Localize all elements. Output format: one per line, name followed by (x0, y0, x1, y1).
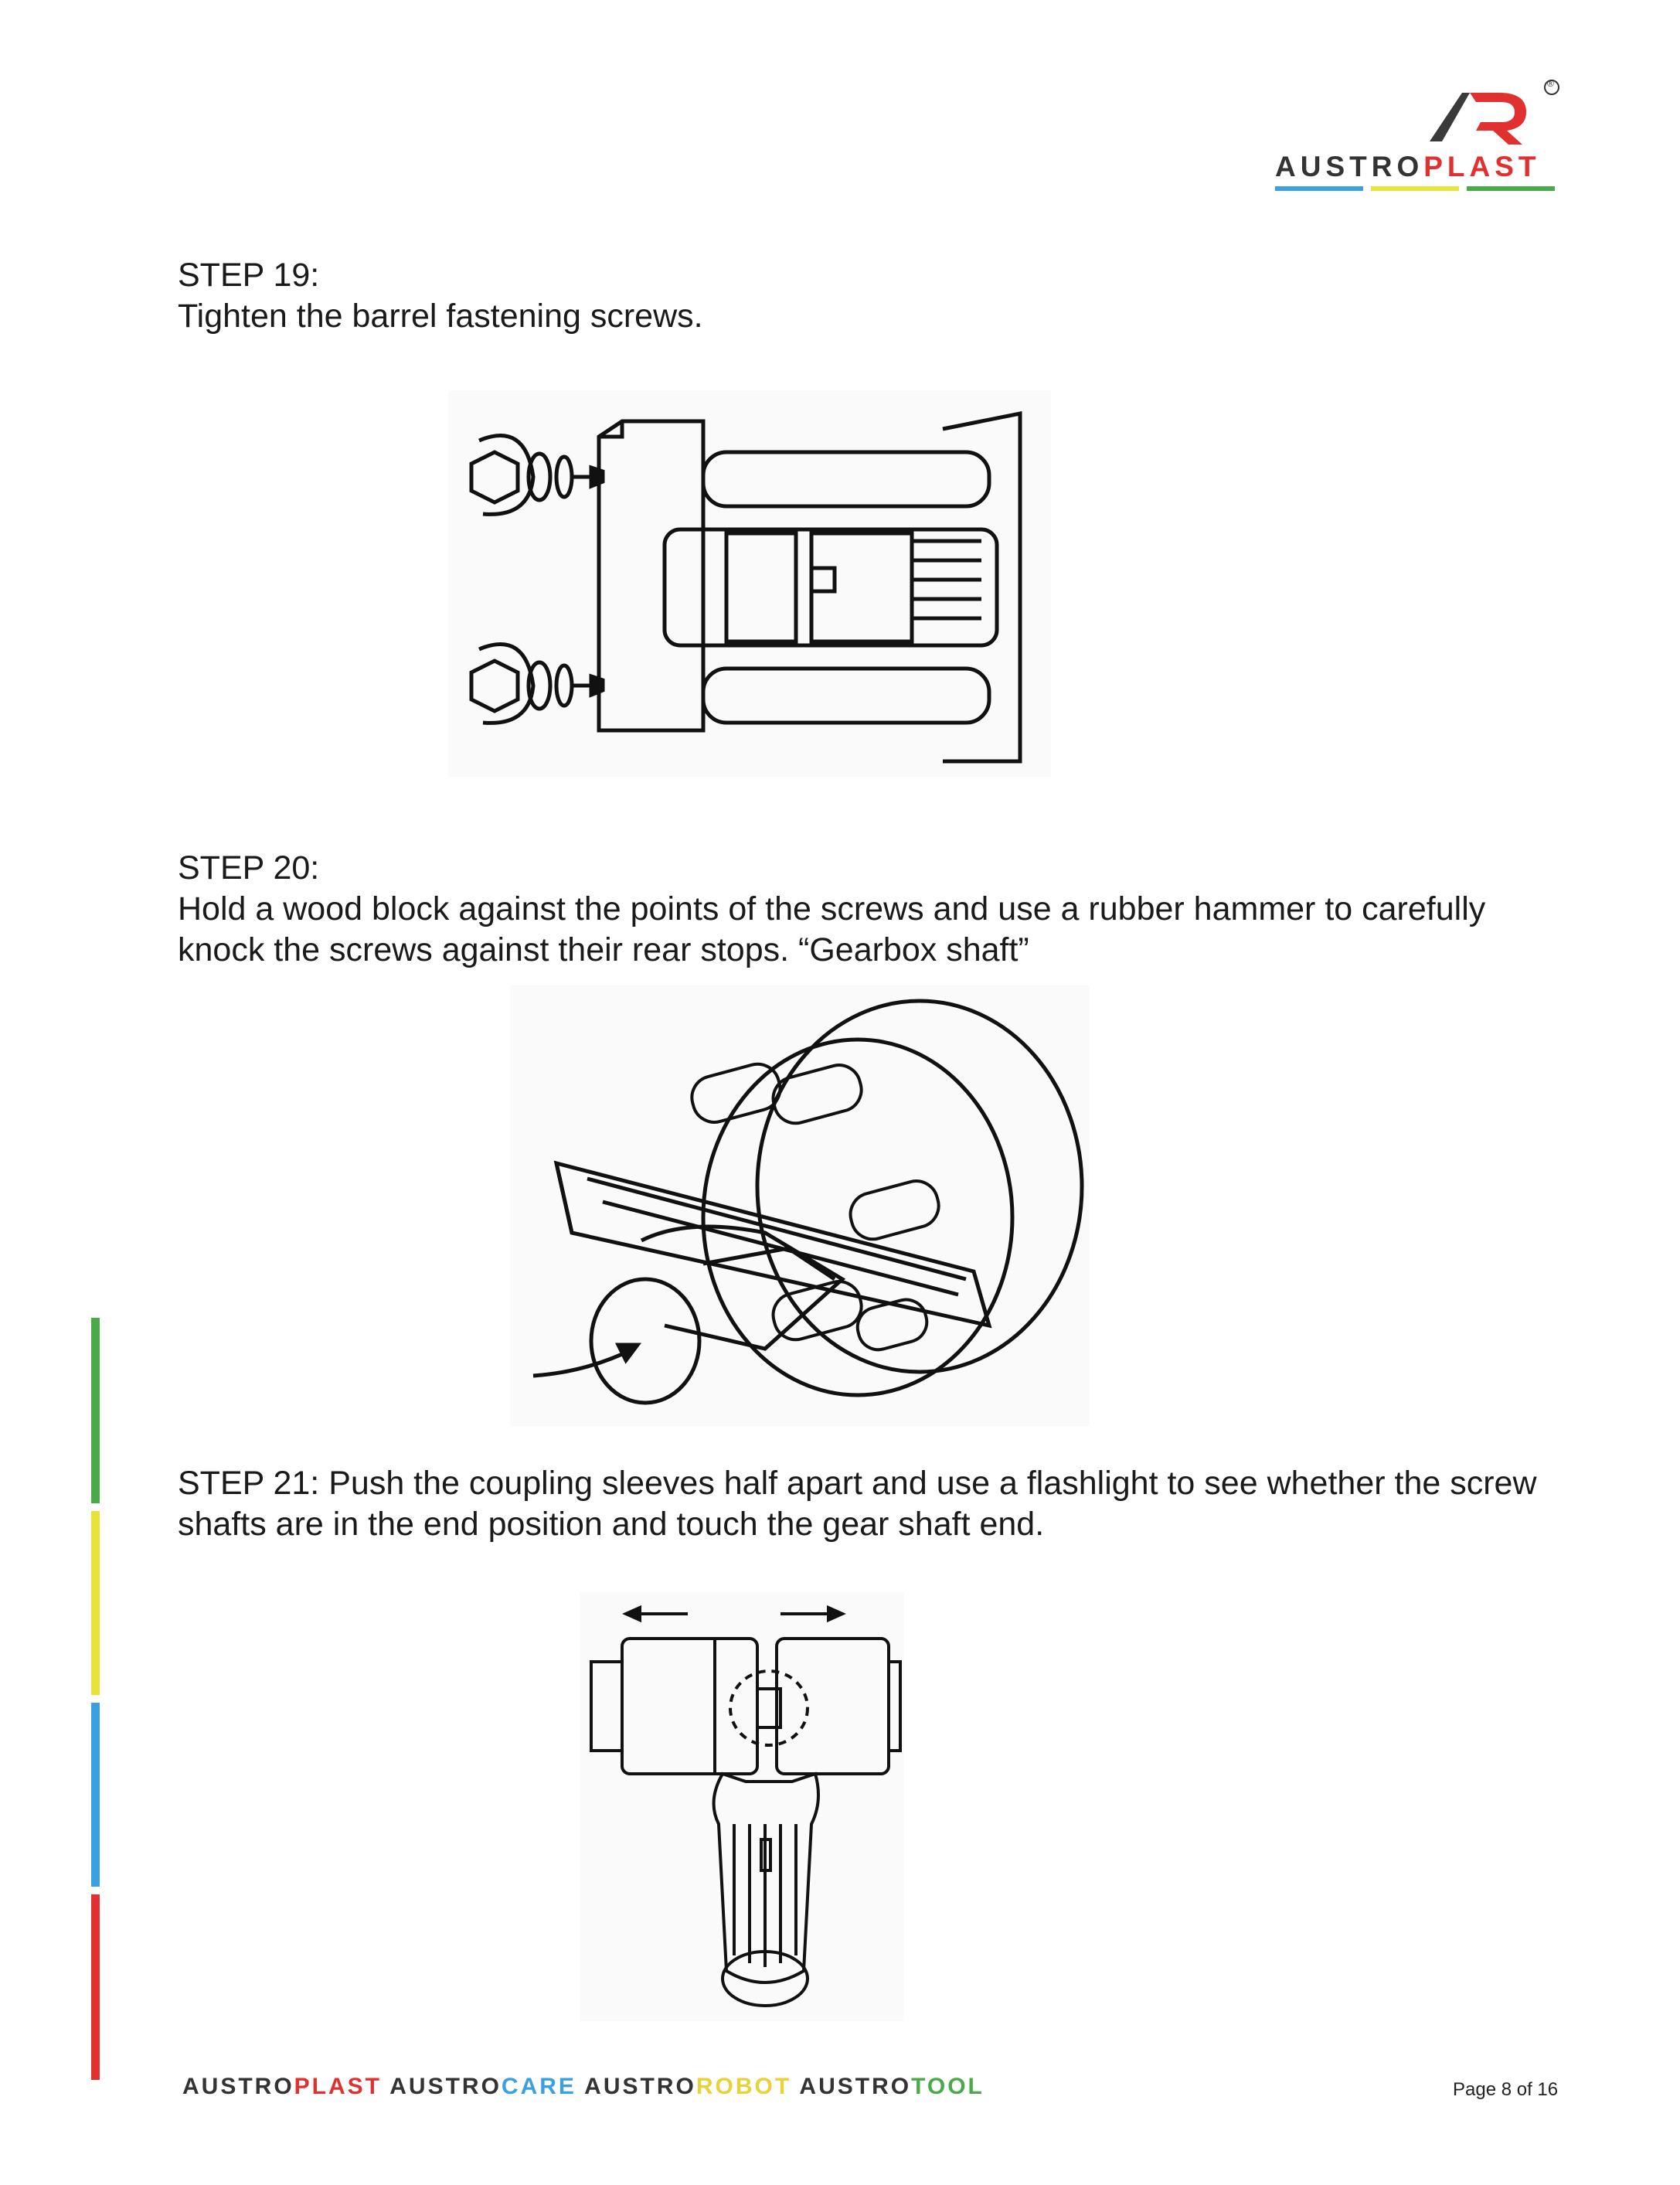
step-text (178, 1463, 1569, 1545)
yellow-bar (1371, 186, 1459, 191)
wood-block-hammer-illustration (510, 985, 1090, 1426)
step-text: Hold a wood block against the points of the screws and use a rubber hammer to carefully knock the screws against their rear stops. “Gearbox shaft” (178, 890, 1486, 968)
footer-brand-austrotool: AUSTROTOOL (799, 2074, 985, 2099)
brand-color-bars (1275, 186, 1555, 191)
side-bar-red (91, 1894, 100, 2080)
blue-bar (1275, 186, 1363, 191)
step-21 (178, 1463, 1569, 1545)
page-number: Page 8 of 16 (1453, 2079, 1559, 2100)
brand-prefix: AUSTRO (1275, 151, 1424, 182)
brand-wordmark (1275, 151, 1541, 183)
step-text: Tighten the barrel fastening screws. (178, 298, 703, 335)
step-heading: STEP 19: (178, 257, 320, 294)
ap-logo-mark-icon (1267, 73, 1576, 151)
austroplast-logo (1267, 73, 1576, 197)
step-heading: STEP 21: (178, 1465, 320, 1502)
barrel-screws-illustration (448, 390, 1051, 777)
step-heading: STEP 20: (178, 849, 320, 887)
brand-suffix: PLAST (1423, 151, 1541, 182)
footer-brand-austrorobot: AUSTROROBOT (584, 2074, 792, 2099)
footer-brand-austroplast: AUSTROPLAST (182, 2074, 383, 2099)
green-bar (1467, 186, 1555, 191)
side-bar-yellow (91, 1511, 100, 1695)
step-19 (178, 255, 1569, 337)
footer-brand-austrocare: AUSTROCARE (389, 2074, 576, 2099)
side-bar-blue (91, 1703, 100, 1887)
coupling-flashlight-illustration (580, 1592, 904, 2021)
footer-brand-list (182, 2074, 985, 2100)
side-bar-green (91, 1318, 100, 1503)
step-body: Push the coupling sleeves half apart and use a flashlight to see whether the screw shafts are in the end position and touch the gear shaft end. (178, 1465, 1537, 1543)
step-20 (178, 848, 1569, 971)
registered-mark: ® (1547, 78, 1554, 89)
